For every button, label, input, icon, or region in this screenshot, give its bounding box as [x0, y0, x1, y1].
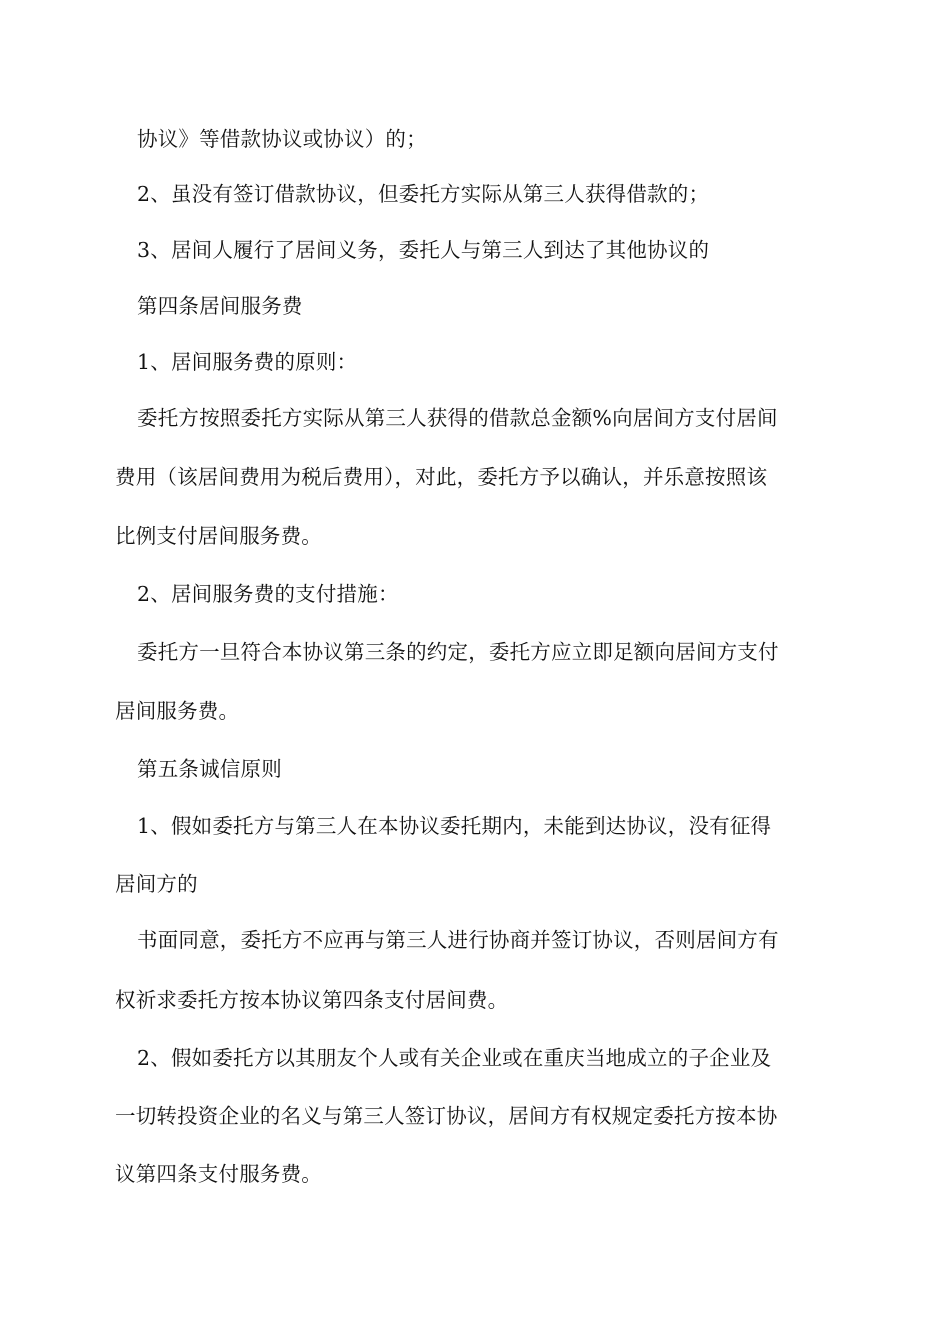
paragraph-line: 费用（该居间费用为税后费用），对此，委托方予以确认，并乐意按照该	[115, 465, 768, 489]
paragraph-line: 居间服务费。	[115, 699, 240, 723]
paragraph-line: 一切转投资企业的名义与第三人签订协议，居间方有权规定委托方按本协	[115, 1104, 778, 1128]
section-heading: 第五条诚信原则	[137, 757, 282, 781]
section-heading: 第四条居间服务费	[137, 294, 303, 318]
paragraph-line: 2、虽没有签订借款协议，但委托方实际从第三人获得借款的；	[137, 182, 710, 206]
paragraph-line: 委托方按照委托方实际从第三人获得的借款总金额%向居间方支付居间	[137, 406, 778, 430]
paragraph-line: 3、居间人履行了居间义务，委托人与第三人到达了其他协议的	[137, 238, 710, 262]
paragraph-line: 议第四条支付服务费。	[115, 1162, 322, 1186]
paragraph-line: 委托方一旦符合本协议第三条的约定，委托方应立即足额向居间方支付	[137, 640, 779, 664]
paragraph-line: 1、假如委托方与第三人在本协议委托期内，未能到达协议，没有征得	[137, 814, 772, 838]
paragraph-line: 2、居间服务费的支付措施：	[137, 582, 399, 606]
paragraph-line: 2、假如委托方以其朋友个人或有关企业或在重庆当地成立的子企业及	[137, 1046, 772, 1070]
paragraph-line: 居间方的	[115, 872, 198, 896]
paragraph-line: 协议》等借款协议或协议）的；	[137, 127, 427, 151]
paragraph-line: 比例支付居间服务费。	[115, 524, 322, 548]
paragraph-line: 1、居间服务费的原则：	[137, 350, 358, 374]
paragraph-line: 权祈求委托方按本协议第四条支付居间费。	[115, 988, 509, 1012]
paragraph-line: 书面同意，委托方不应再与第三人进行协商并签订协议，否则居间方有	[137, 928, 779, 952]
